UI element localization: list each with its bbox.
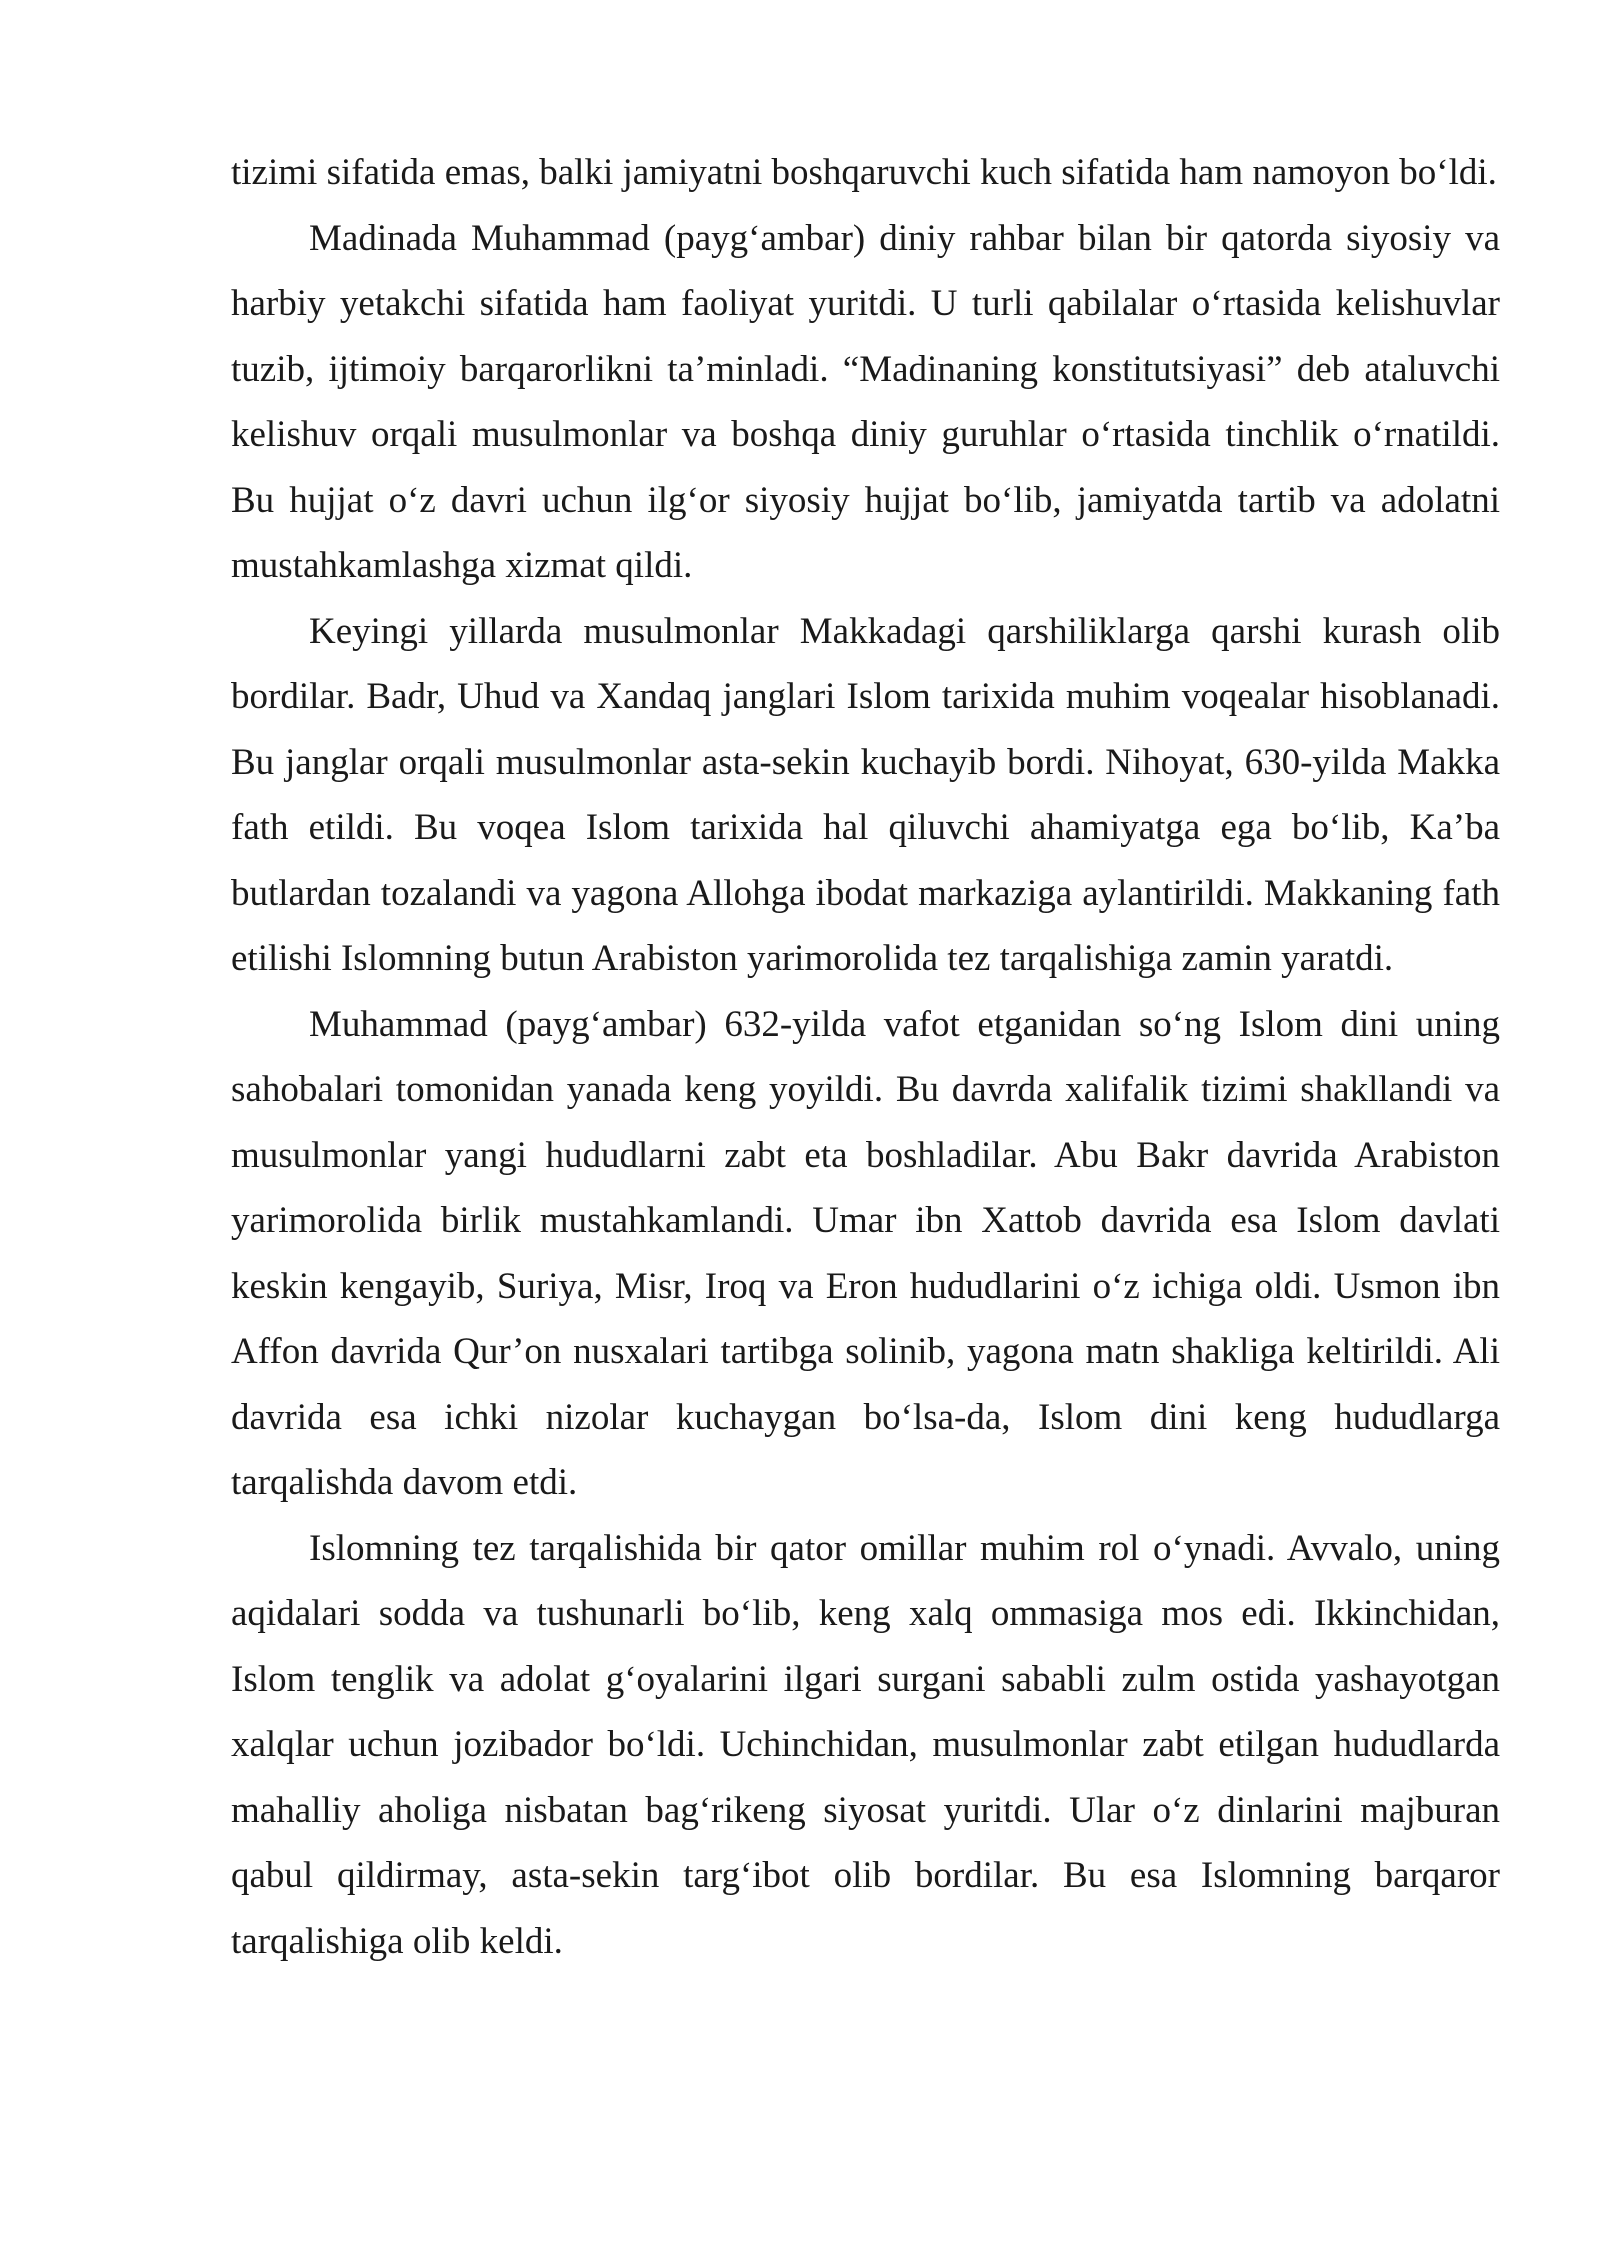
paragraph-continuation: tizimi sifatida emas, balki jamiyatni boshqaruvchi kuch sifatida ham namoyon bo‘ldi. (231, 152, 1497, 193)
paragraph-medina: Madinada Muhammad (payg‘ambar) diniy rahbar bilan bir qatorda siyosiy va harbiy yetakchi sifatida ham faoliyat yuritdi. U turli qabilalar o‘rtasida kelishuvlar tuzib, ijtimoiy barqarorlikni ta’minladi. “Madinaning konstitutsiyasi” deb ataluvchi kelishuv orqali musulmonlar va boshqa diniy guruhlar o‘rtasida tinchlik o‘rnatildi. Bu hujjat o‘z davri uchun ilg‘or siyosiy hujjat bo‘lib, jamiyatda tartib va adolatni mustahkamlashga xizmat qildi. (231, 217, 1500, 586)
document-body (231, 140, 1500, 1974)
paragraph-battles: Keyingi yillarda musulmonlar Makkadagi qarshiliklarga qarshi kurash olib bordilar. Badr, Uhud va Xandaq janglari Islom tarixida muhim voqealar hisoblanadi. Bu janglar orqali musulmonlar asta-sekin kuchayib bordi. Nihoyat, 630-yilda Makka fath etildi. Bu voqea Islom tarixida hal qiluvchi ahamiyatga ega bo‘lib, Ka’ba butlardan tozalandi va yagona Allohga ibodat markaziga aylantirildi. Makkaning fath etilishi Islomning butun Arabiston yarimorolida tez tarqalishiga zamin yaratdi. (231, 610, 1500, 979)
paragraph-caliphate: Muhammad (payg‘ambar) 632-yilda vafot etganidan so‘ng Islom dini uning sahobalari tomonidan yanada keng yoyildi. Bu davrda xalifalik tizimi shakllandi va musulmonlar yangi hududlarni zabt eta boshladilar. Abu Bakr davrida Arabiston yarimorolida birlik mustahkamlandi. Umar ibn Xattob davrida esa Islom davlati keskin kengayib, Suriya, Misr, Iroq va Eron hududlarini o‘z ichiga oldi. Usmon ibn Affon davrida Qur’on nusxalari tartibga solinib, yagona matn shakliga keltirildi. Ali davrida esa ichki nizolar kuchaygan bo‘lsa-da, Islom dini keng hududlarga tarqalishda davom etdi. (231, 1003, 1500, 1503)
paragraph-spread-factors: Islomning tez tarqalishida bir qator omillar muhim rol o‘ynadi. Avvalo, uning aqidalari sodda va tushunarli bo‘lib, keng xalq ommasiga mos edi. Ikkinchidan, Islom tenglik va adolat g‘oyalarini ilgari surgani sababli zulm ostida yashayotgan xalqlar uchun jozibador bo‘ldi. Uchinchidan, musulmonlar zabt etilgan hududlarda mahalliy aholiga nisbatan bag‘rikeng siyosat yuritdi. Ular o‘z dinlarini majburan qabul qildirmay, asta-sekin targ‘ibot olib bordilar. Bu esa Islomning barqaror tarqalishiga olib keldi. (231, 1527, 1500, 1962)
